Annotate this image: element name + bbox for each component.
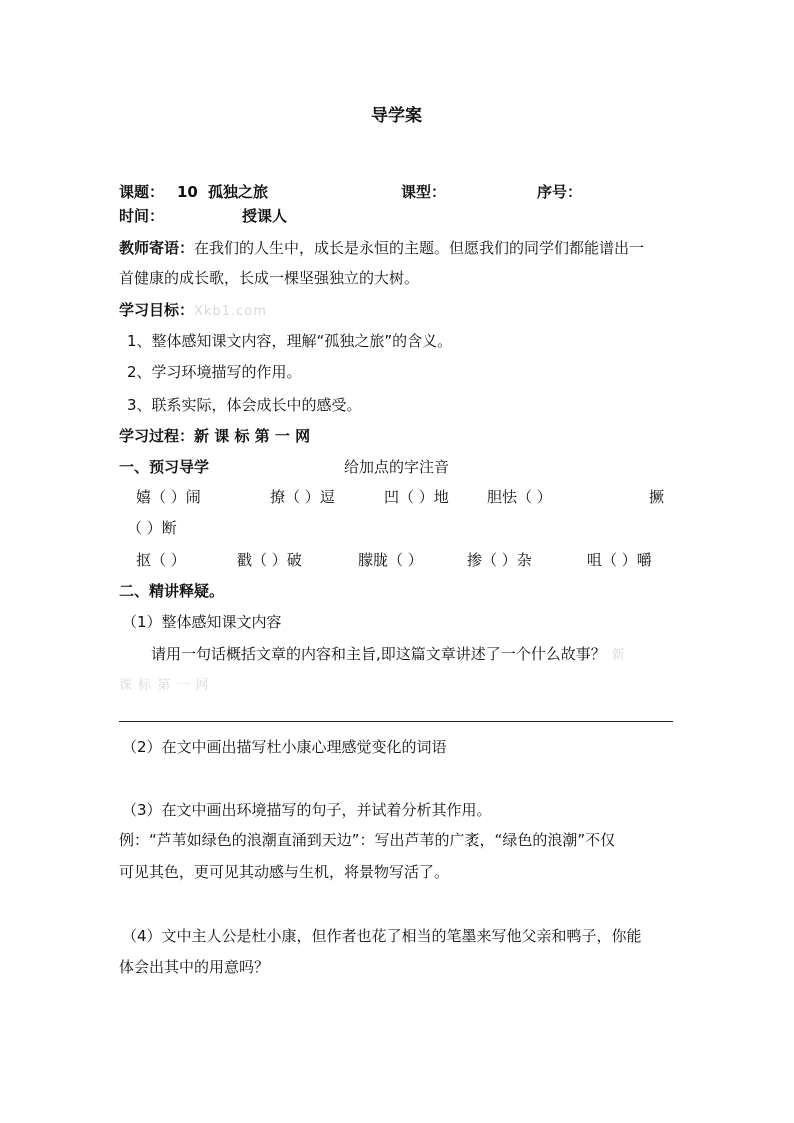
goal-item: 1、整体感知课文内容，理解“孤独之旅”的含义。 xyxy=(127,332,453,350)
topic-title: 孤独之旅 xyxy=(208,183,269,201)
topic-label: 课题： xyxy=(119,183,165,201)
pinyin-item: 撅 xyxy=(649,488,665,506)
section1-heading: 一、预习导学 xyxy=(119,458,210,476)
pinyin-item: 掺（ ）杂 xyxy=(467,551,532,569)
topic-number: 10 xyxy=(177,183,198,201)
process-label: 学习过程： xyxy=(119,427,195,445)
process-heading xyxy=(119,426,310,446)
process-watermark: 新 课 标 第 一 网 xyxy=(194,427,311,445)
page-title: 导学案 xyxy=(371,106,422,126)
watermark-text: 新 xyxy=(611,648,626,663)
question-1-prompt xyxy=(151,644,626,666)
teacher-message-label: 教师寄语： xyxy=(119,239,195,257)
question-4-line2: 体会出其中的用意吗？ xyxy=(119,958,270,976)
answer-line[interactable] xyxy=(119,721,673,722)
pinyin-item: 撩（ ）逗 xyxy=(270,488,335,506)
pinyin-item: 戳（ ）破 xyxy=(237,551,302,569)
pinyin-item: 抠（ ） xyxy=(136,551,186,569)
section1-instruction: 给加点的字注音 xyxy=(344,458,450,476)
pinyin-item: 胆怯（ ） xyxy=(487,488,552,506)
pinyin-item: 凹（ ）地 xyxy=(384,488,449,506)
serial-number-label: 序号： xyxy=(537,183,583,201)
teacher-label: 授课人 xyxy=(242,207,288,225)
question-3: （3）在文中画出环境描写的句子，并试着分析其作用。 xyxy=(122,801,492,819)
question-2: （2）在文中画出描写杜小康心理感觉变化的词语 xyxy=(122,738,447,756)
time-label: 时间： xyxy=(119,207,165,225)
pinyin-item: 朦胧（ ） xyxy=(358,551,423,569)
goal-item: 2、学习环境描写的作用。 xyxy=(127,363,302,381)
question-1-prompt-text: 请用一句话概括文章的内容和主旨,即这篇文章讲述了一个什么故事？ xyxy=(151,645,606,663)
pinyin-item: 咀（ ）嚼 xyxy=(587,551,652,569)
watermark-text: Xkb1.com xyxy=(194,304,267,319)
teacher-message xyxy=(119,238,644,258)
example-line2: 可见其色，更可见其动感与生机，将景物写活了。 xyxy=(119,863,450,881)
goal-item: 3、联系实际，体会成长中的感受。 xyxy=(127,396,362,414)
teacher-message-line2: 首健康的成长歌，长成一棵坚强独立的大树。 xyxy=(119,269,420,287)
goals-heading xyxy=(119,300,267,322)
example-line1: 例：“芦苇如绿色的浪潮直涌到天边”：写出芦苇的广袤，“绿色的浪潮”不仅 xyxy=(119,831,616,849)
lesson-type-label: 课型： xyxy=(401,183,447,201)
teacher-message-line1: 在我们的人生中，成长是永恒的主题。但愿我们的同学们都能谱出一 xyxy=(194,239,645,257)
pinyin-item: （ ）断 xyxy=(127,519,177,537)
watermark-text: 课 标 第 一 网 xyxy=(119,678,210,693)
question-4-line1: （4）文中主人公是杜小康，但作者也花了相当的笔墨来写他父亲和鸭子，你能 xyxy=(122,927,642,945)
question-1-title: （1）整体感知课文内容 xyxy=(122,613,282,631)
goals-label: 学习目标： xyxy=(119,301,195,319)
section2-heading: 二、精讲释疑。 xyxy=(119,582,225,600)
pinyin-item: 嬉（ ）闹 xyxy=(136,488,201,506)
